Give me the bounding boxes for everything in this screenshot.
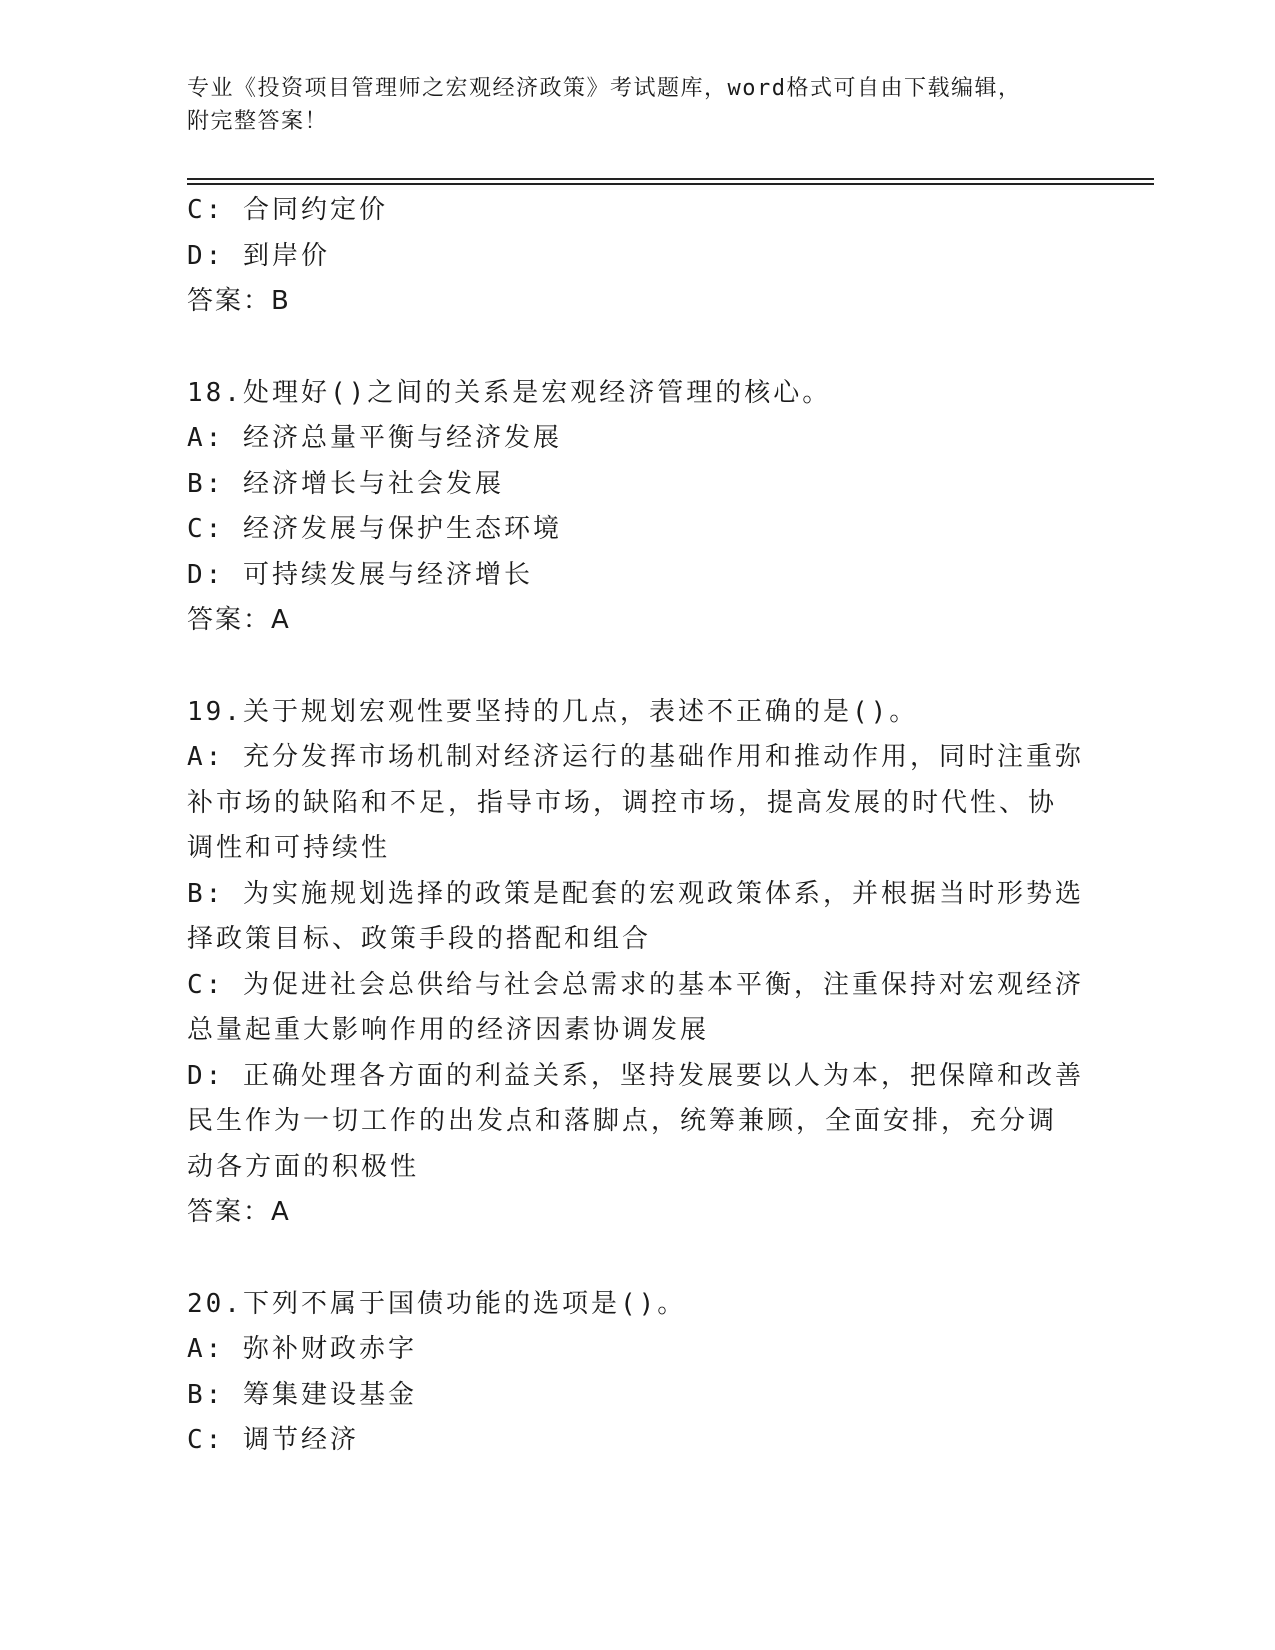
question-spacer [187, 325, 1067, 371]
question-18 [187, 371, 1067, 644]
q19-stem: 19.关于规划宏观性要坚持的几点，表述不正确的是()。 [187, 696, 919, 727]
q17-option-c: C: 合同约定价 [187, 195, 388, 225]
question-17-tail [187, 188, 1067, 325]
q20-option-c: C: 调节经济 [187, 1425, 359, 1455]
question-spacer [187, 644, 1067, 690]
q19-option-c-line: C: 为促进社会总供给与社会总需求的基本平衡，注重保持对宏观经济 [187, 969, 1084, 1000]
q18-option-b: B: 经济增长与社会发展 [187, 468, 504, 499]
q19-option-d-line: 动各方面的积极性 [187, 1151, 420, 1182]
question-list [187, 188, 1084, 1464]
document-header [187, 72, 1047, 138]
q19-option-d-line: 民生作为一切工作的出发点和落脚点，统筹兼顾，全面安排，充分调 [187, 1106, 1058, 1136]
q20-option-a: A: 弥补财政赤字 [187, 1334, 417, 1364]
question-spacer [187, 1236, 1067, 1282]
q19-option-d-line: D: 正确处理各方面的利益关系，坚持发展要以人为本，把保障和改善 [187, 1060, 1084, 1091]
q18-option-c: C: 经济发展与保护生态环境 [187, 514, 562, 544]
header-line-1: 专业《投资项目管理师之宏观经济政策》考试题库，word格式可自由下载编辑， [187, 76, 1022, 101]
q19-option-b-line: B: 为实施规划选择的政策是配套的宏观政策体系，并根据当时形势选 [187, 878, 1084, 909]
q19-option-b [187, 872, 1084, 963]
header-line-2: 附完整答案！ [187, 109, 329, 134]
q18-stem: 18.处理好()之间的关系是宏观经济管理的核心。 [187, 377, 832, 408]
q19-answer: 答案：A [187, 1197, 291, 1227]
q18-option-d: D: 可持续发展与经济增长 [187, 559, 533, 590]
q19-option-a-line: 调性和可持续性 [187, 833, 391, 863]
q19-option-b-line: 择政策目标、政策手段的搭配和组合 [187, 924, 652, 954]
q19-option-a [187, 735, 1084, 872]
q20-stem: 20.下列不属于国债功能的选项是()。 [187, 1288, 687, 1319]
question-19 [187, 690, 1084, 1236]
q19-option-a-line: 补市场的缺陷和不足，指导市场，调控市场，提高发展的时代性、协 [187, 787, 1058, 818]
q19-option-c-line: 总量起重大影响作用的经济因素协调发展 [187, 1015, 710, 1045]
question-20 [187, 1282, 1067, 1464]
q18-answer: 答案：A [187, 605, 291, 635]
q17-option-d: D: 到岸价 [187, 240, 330, 271]
q19-option-a-line: A: 充分发挥市场机制对经济运行的基础作用和推动作用，同时注重弥 [187, 742, 1084, 772]
header-rule-top [187, 178, 1154, 180]
q20-option-b: B: 筹集建设基金 [187, 1379, 417, 1410]
q19-option-d [187, 1054, 1084, 1191]
q18-option-a: A: 经济总量平衡与经济发展 [187, 423, 562, 453]
header-rule-bottom [187, 183, 1154, 185]
q17-answer: 答案：B [187, 286, 291, 316]
q19-option-c [187, 963, 1084, 1054]
